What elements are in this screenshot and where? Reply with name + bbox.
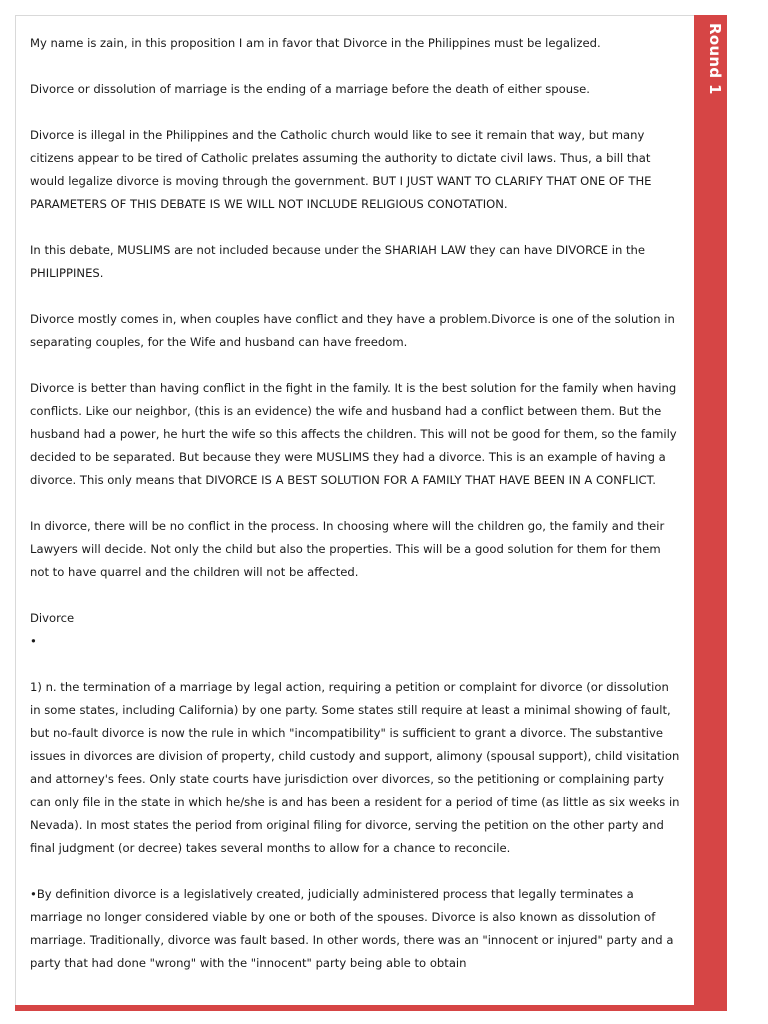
- paragraph-process: In divorce, there will be no conflict in the process. In choosing where will the children go, the family and their Lawyers will decide. Not only the child but also the properties. This will be a good solution for them for them not to have quarrel and the children will not be affected.: [30, 519, 665, 579]
- paragraph-conflict: Divorce mostly comes in, when couples have conflict and they have a problem.Divorce is one of the solution in separating couples, for the Wife and husband can have freedom.: [30, 312, 675, 349]
- paragraph-evidence: Divorce is better than having conflict in the fight in the family. It is the best solution for the family when having conflicts. Like our neighbor, (this is an evidence) the wife and husband had a conflict between them. But the husband had a power, he hurt the wife so this affects the children. This will not be good for them, so the family decided to be separated. But because they were MUSLIMS they had a divorce. This is an example of having a divorce. This only means that DIVORCE IS A BEST SOLUTION FOR A FAMILY THAT HAVE BEEN IN A CONFLICT.: [30, 381, 677, 487]
- bullet-marker: •: [30, 634, 37, 648]
- bottom-accent-bar: [15, 1005, 727, 1011]
- round-label-tab: [694, 15, 727, 145]
- paragraph-muslims: In this debate, MUSLIMS are not included because under the SHARIAH LAW they can have DIVORCE in the PHILIPPINES.: [30, 243, 646, 280]
- side-accent-bar: [694, 15, 727, 1011]
- document-body: [30, 32, 682, 1002]
- definition-heading: Divorce: [30, 611, 75, 625]
- paragraph-intro: My name is zain, in this proposition I am in favor that Divorce in the Philippines must be legalized.: [30, 36, 601, 50]
- definition-text: 1) n. the termination of a marriage by legal action, requiring a petition or complaint for divorce (or dissolution in some states, including California) by one party. Some states still require at least a minimal showing of fault, but no-fault divorce is now the rule in which "incompatibility" is sufficient to grant a divorce. The substantive issues in divorces are division of property, child custody and support, alimony (spousal support), child visitation and attorney's fees. Only state courts have jurisdiction over divorces, so the petitioning or complaining party can only file in the state in which he/she is and has been a resident for a period of time (as little as six weeks in Nevada). In most states the period from original filing for divorce, serving the petition on the other party and final judgment (or decree) takes several months to allow for a chance to reconcile.: [30, 680, 680, 855]
- paragraph-legal-definition: •By definition divorce is a legislatively created, judicially administered process that legally terminates a marriage no longer considered viable by one or both of the spouses. Divorce is also known as dissolution of marriage. Traditionally, divorce was fault based. In other words, there was an "innocent or injured" party and a party that had done "wrong" with the "innocent" party being able to obtain: [30, 887, 674, 970]
- round-label-text: Round 1: [706, 23, 724, 95]
- paragraph-philippines-law: Divorce is illegal in the Philippines and the Catholic church would like to see it remain that way, but many citizens appear to be tired of Catholic prelates assuming the authority to dictate civil laws. Thus, a bill that would legalize divorce is moving through the government. BUT I JUST WANT TO CLARIFY THAT ONE OF THE PARAMETERS OF THIS DEBATE IS WE WILL NOT INCLUDE RELIGIOUS CONOTATION.: [30, 128, 652, 211]
- paragraph-definition: Divorce or dissolution of marriage is the ending of a marriage before the death of either spouse.: [30, 82, 590, 96]
